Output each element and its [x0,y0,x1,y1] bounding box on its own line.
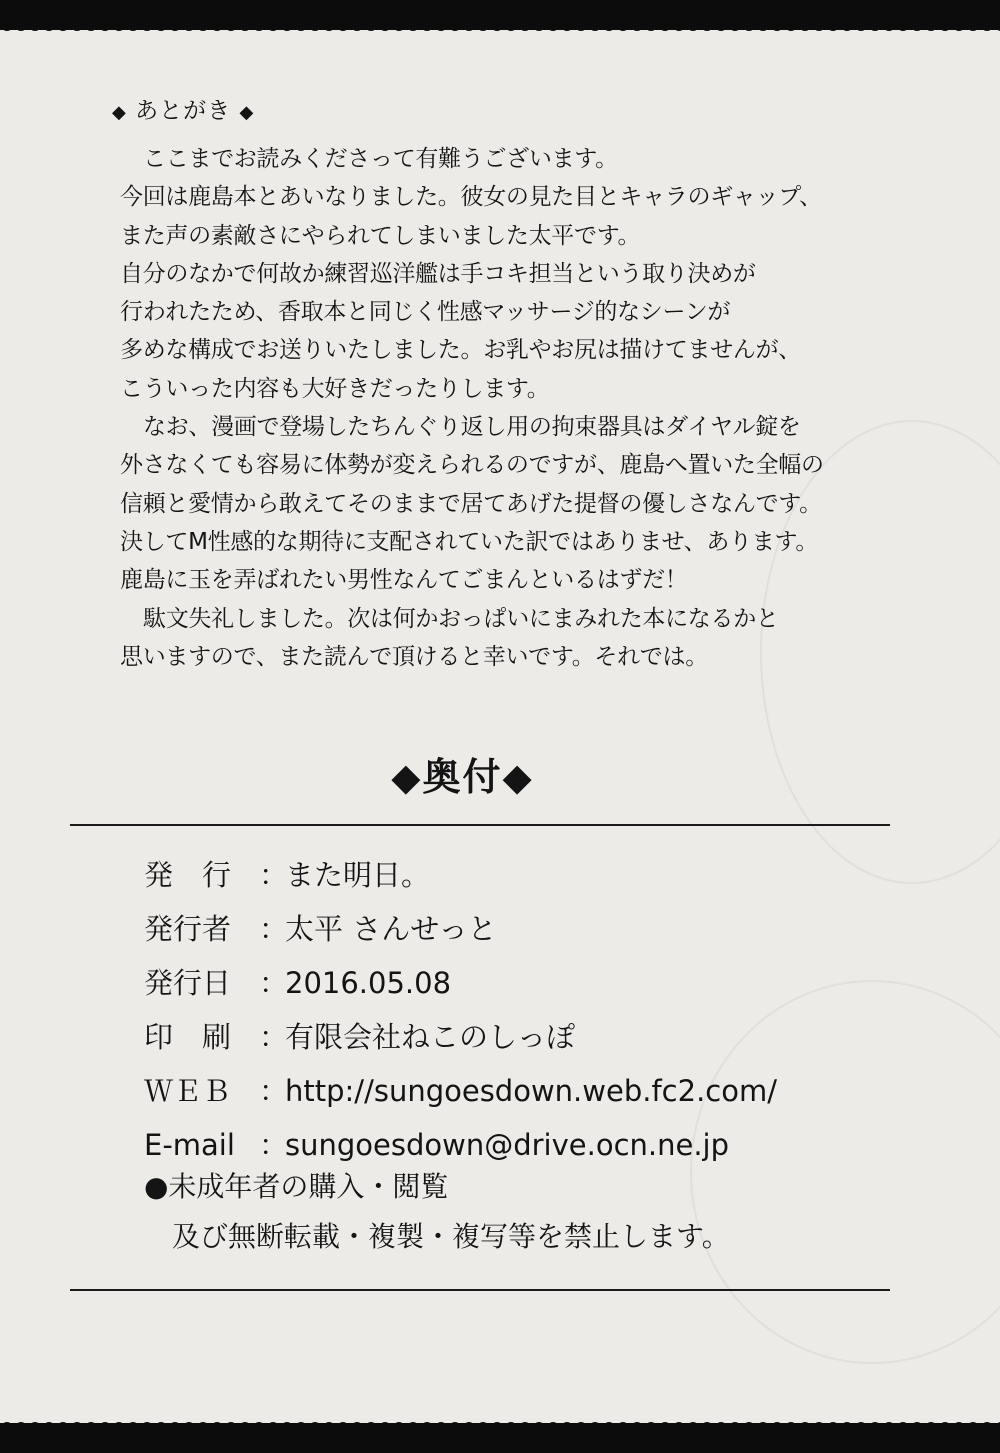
date-label: 発行日 [144,966,232,1000]
separator: ： [259,1128,289,1162]
afterword-line: ここまでお読みくださって有難うございます。 [143,146,618,172]
separator: ： [259,1074,289,1108]
separator: ： [259,966,289,1000]
afterword-body [120,140,920,676]
afterword-heading-text: あとがき [135,98,232,124]
divider [70,824,890,826]
colophon-row-web [144,1064,904,1118]
divider [70,1289,890,1291]
printer-label: 印 刷 [144,1020,232,1054]
web-label: ＷＥＢ [144,1074,232,1108]
colophon-row-printer [144,1010,904,1064]
top-border [0,0,1000,30]
email-label: E-mail [144,1128,235,1162]
notice-line: 及び無断転載・複製・複写等を禁止します。 [172,1220,730,1253]
author-value: 太平 さんせっと [285,912,497,946]
age-restriction-notice [144,1162,904,1262]
colophon-title-text: 奥付 [422,755,503,799]
afterword-line: 思いますので、また読んで頂けると幸いです。それでは。 [120,643,708,670]
bottom-border [0,1423,1000,1453]
date-value: 2016.05.08 [285,966,452,1000]
afterword-line: 今回は鹿島本とあいなりました。彼女の見た目とキャラのギャップ、 [120,184,822,211]
email-link[interactable]: sungoesdown@drive.ocn.ne.jp [285,1128,730,1162]
afterword-line: こういった内容も大好きだったりします。 [120,375,550,402]
colophon-list [144,848,904,1172]
separator: ： [259,912,289,946]
afterword-line: また声の素敵さにやられてしまいました太平です。 [120,222,641,249]
afterword-line: 決してM性感的な期待に支配されていた訳ではありませ、あります。 [120,528,819,555]
colophon-row-author [144,902,904,956]
printer-value: 有限会社ねこのしっぽ [285,1020,576,1054]
web-url-link[interactable]: http://sungoesdown.web.fc2.com/ [285,1074,777,1108]
afterword-line: 信頼と愛情から敢えてそのままで居てあげた提督の優しさなんです。 [120,490,822,517]
scallop-edge [0,22,1000,34]
afterword-line: 多めな構成でお送りいたしました。お乳やお尻は描けてませんが、 [120,337,802,364]
scallop-edge [0,1419,1000,1431]
afterword-line: 行われたため、香取本と同じく性感マッサージ的なシーンが [120,299,731,326]
publisher-label: 発 行 [144,858,232,892]
colophon-title [0,746,925,801]
author-label: 発行者 [144,912,232,946]
diamond-icon: ◆ [239,102,255,123]
colophon-row-publisher [144,848,904,902]
afterword-line: なお、漫画で登場したちんぐり返し用の拘束器具はダイヤル錠を [143,414,801,441]
afterword-line: 自分のなかで何故か練習巡洋艦は手コキ担当という取り決めが [120,260,756,287]
separator: ： [259,1020,289,1054]
afterword-line: 鹿島に玉を弄ばれたい男性なんてごまんといるはずだ！ [120,567,688,594]
diamond-icon: ◆ [391,755,423,799]
separator: ： [259,858,289,892]
afterword-heading [112,92,254,125]
diamond-icon: ◆ [112,102,127,123]
afterword-line: 外さなくても容易に体勢が変えられるのですが、鹿島へ置いた全幅の [120,452,824,479]
afterword-line: 駄文失礼しました。次は何かおっぱいにまみれた本になるかと [143,605,779,632]
colophon-row-date [144,956,904,1010]
diamond-icon: ◆ [502,755,534,799]
notice-line: ●未成年者の購入・閲覧 [144,1170,449,1203]
publisher-value: また明日。 [285,858,431,892]
